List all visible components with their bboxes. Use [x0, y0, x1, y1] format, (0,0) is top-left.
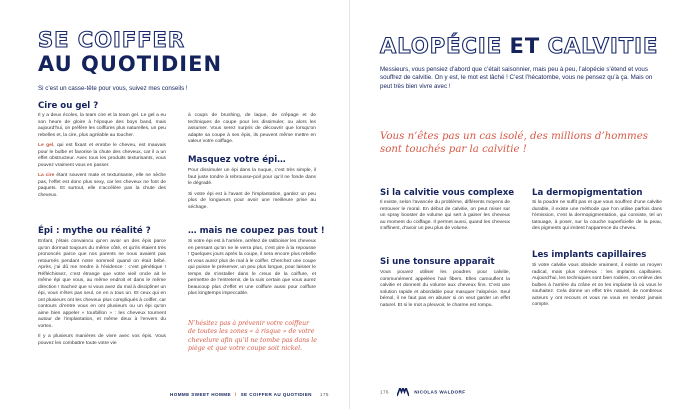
footer-author: NICOLAS WALDORF [414, 389, 466, 395]
term-cire: La cire [38, 173, 55, 178]
text-cire-gel [38, 113, 166, 203]
left-quote: N’hésitez pas à prévenir votre coiffeur de toutes les zones « à risque » de votre chevelure afin qu’il ne tombe pas dans le piège et que votre coupe soit nickel. [188, 320, 317, 353]
heading-masquez: Masquez votre épi… [188, 155, 286, 165]
text-dermopigmentation: Si la poudre ne suffit pas et que vous souffrez d’une calvitie durable, il existe une méthode que l’on utilise parfois dans l’émission, c’est la dermopigmentation, qui consiste, tel un tatouage, à poser, sur la couche superficielle de la peau, des pigments qui imitent l’apparence du cheveu. [532, 200, 662, 231]
page-number-left: 175 [319, 392, 329, 397]
text-implants: Si votre calvitie vous obsède vraiment, il existe un moyen radical, mais plus onéreux : les implants capillaires. Aujourd’hui, les techniques sont bien rodées, on enlève des bulbes à l’arrière du crâne et on les implante là où vous le souhaitez. Cela donne un effet très naturel, de nombreux acteurs y ont recours et vous ne vous en rendez jamais compte. [532, 263, 662, 307]
paragraph: Il y a plusieurs manières de vivre avec vos épis. Vous pouvez les combattre toute votre vie [38, 334, 166, 346]
heading-epi-mythe: Épi : mythe ou réalité ? [38, 226, 151, 236]
heading-dermopigmentation: La dermopigmentation [532, 188, 643, 198]
heading-implants: Les implants capillaires [532, 250, 647, 260]
title-calvitie: CALVITIE [547, 34, 659, 58]
text-col2-intro: à coups de brushing, de laque, de crêpage et de techniques de coupe pour les dissimuler, ou alors les assumer. Vous serez surpris de découvrir que lorsqu’on adapte sa coupe à ses épis, ils peuvent même mettre en valeur votre coiffage. [188, 113, 316, 144]
right-footer [380, 388, 465, 397]
author-logo-icon [397, 388, 409, 397]
paragraph-text: étant souvent mate et texturisante, elle ne sèche pas, l’effet est donc plus sexy, car les cheveux ne font de paquets. Et surtout, elle n’accélère pas la chute des cheveux. [38, 173, 166, 198]
paragraph: Pour dissimuler un épi dans la nuque, c’est très simple, il faut juste tondre à rebrousse-poil pour qu’il ne fonde dans le dégradé. [188, 168, 316, 186]
paragraph [38, 173, 166, 199]
heading-cire-gel: Cire ou gel ? [38, 101, 99, 111]
footer-section: SE COIFFER AU QUOTIDIEN [240, 392, 312, 397]
left-title-line2: AU QUOTIDIEN [38, 52, 223, 76]
text-complexe: Il existe, selon l’avancée du problème, différents moyens de retrouver le moral. En début de calvitie, on peut miser sur un spray booster de volume qui sert à gainer les cheveux au moment du coiffage. Il permet aussi, quand les cheveux s’affinent, d’avoir un peu plus de volume. [380, 200, 510, 231]
right-lead: Messieurs, vous pensiez d’abord que c’était saisonnier, mais peu à peu, l’alopécie s’étend et vous souffrez de calvitie. On y est, le mot est lâché ! C’est l’hécatombe, vous ne pensez qu’à ça. Mais on peut très bien vivre avec ! [380, 66, 653, 90]
paragraph: Enfant, j’étais convaincu qu’en avoir un des épis parce qu’on dormait toujours du même côté, et qu’ils étaient très prononcés parce que nos parents ne nous avaient pas retournés pendant notre sommeil quand on était bébé. Après, j’ai dû me rendre à l’évidence : c’est génétique ! Réfléchissez, c’est étrange que votre vieil oncle ait le même épi que vous, au même endroit et dans le même direction ! Sachez que si vous avez du mal à discipliner un épi, vous n’êtes pas seul, on en a tous un. Et ceux qui en ont plusieurs ont les cheveux plus compliqués à coiffer, car contours di’entre vous en ont plusieurs ou un épi qu’on aime bien appeler « tourbillon » : les cheveux tournent autour de l’implantation, et même deux à l’envers du vortex. [38, 239, 166, 329]
right-page [350, 0, 700, 409]
text-ne-coupez: Si votre épi est à l’arrière, arrêtez de ratiboiser les cheveux en pensant qu’on ne le verra plus, c’est pire à la repousse ! Quelques jours après la coupe, il sera encore plus rebelle et vous aurez plus de mal à le coiffer. Cherchez une coupe qui puisse le préserver, un peu plus longue, pour laisser le temps de s’installer dans le creux de la coiffure, et permettre de l’entretenir, de la suis certain que vous aurez beaucoup plus d’effet et une coiffure aussi pour coiffure plus longtemps impeccable. [188, 239, 316, 296]
heading-ne-coupez: … mais ne coupez pas tout ! [188, 226, 325, 236]
paragraph-text: , qui est fixant et enrobe le cheveu, est mauvais pour le bulbe et favorise la chute des cheveux, car il a un effet obstructeur. Avec tous les produits texturisants, vous pouvez vraiment vous en passer. [38, 143, 166, 168]
left-lead: Si c’est un casse-tête pour vous, suivez mes conseils ! [38, 85, 188, 92]
paragraph: Si votre épi est à l’avant de l’implantation, gardez un peu plus de longueurs pour avoir une meilleure prise au séchage. [188, 191, 316, 210]
paragraph [38, 143, 166, 169]
heading-complexe: Si la calvitie vous complexe [380, 188, 515, 198]
text-masquez [188, 168, 316, 215]
left-footer [170, 392, 329, 397]
footer-brand: HOMME SWEET HOMME [170, 392, 231, 397]
term-gel: Le gel [38, 143, 54, 148]
heading-tonsure: Si une tonsure apparaît [380, 257, 495, 267]
page-number-right: 176 [380, 389, 389, 395]
paragraph: Il y a deux écoles, la team cire et la team gel. Le gel a eu son heure de gloire à l’époque des boys band, mais aujourd’hui, on préfère les coiffures plus naturelles, un peu rebelles et, la cire, plus agréable au toucher. [38, 113, 166, 138]
right-title [380, 36, 658, 58]
left-title-line1: SE COIFFER [38, 28, 186, 52]
text-tonsure: Vous pouvez utiliser les poudres pour calvitie, communément appelées hair fibers. Elles camouflent la calvitie et donnent du volume aux cheveux fins. C’est une solution rapide et abordable pour masquer l’alopécie. Seul bémol, il ne faut pas en abuser si on veut garder un effet naturel. Et si le mot a pleuvoir, le charme est rompu. [380, 270, 510, 308]
left-page [0, 0, 349, 409]
title-et: ET [509, 34, 541, 58]
footer-separator: / [234, 392, 237, 397]
right-quote: Vous n’êtes pas un cas isolé, des millions d’hommes sont touchés par la calvitie ! [380, 131, 648, 155]
title-alopecie: ALOPÉCIE [380, 34, 503, 58]
text-epi-mythe [38, 239, 166, 351]
